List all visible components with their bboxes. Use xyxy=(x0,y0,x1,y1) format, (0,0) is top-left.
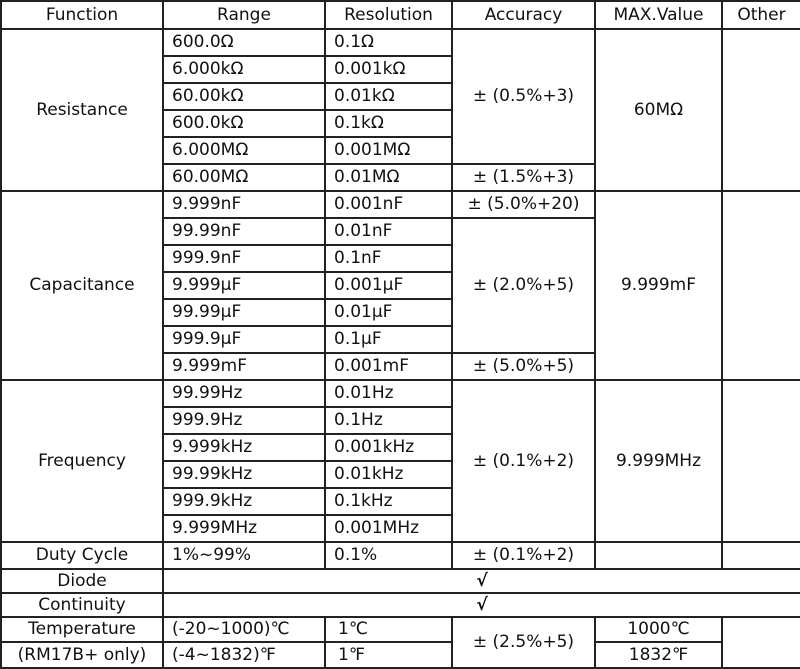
frequency-label: Frequency xyxy=(1,380,163,542)
range-cell: (-20~1000)℃ xyxy=(163,617,325,642)
table-row xyxy=(1,29,800,56)
header-function: Function xyxy=(1,1,163,29)
capacitance-accuracy-first: ± (5.0%+20) xyxy=(452,191,595,218)
resolution-cell: 0.1kΩ xyxy=(325,110,452,137)
capacitance-accuracy-last: ± (5.0%+5) xyxy=(452,353,595,380)
resolution-cell: 0.01Hz xyxy=(325,380,452,407)
header-resolution: Resolution xyxy=(325,1,452,29)
range-cell: 600.0kΩ xyxy=(163,110,325,137)
resolution-cell: 0.1Hz xyxy=(325,407,452,434)
table-row xyxy=(1,191,800,218)
header-row xyxy=(1,1,800,29)
range-cell: 9.999μF xyxy=(163,272,325,299)
resolution-cell: 1℉ xyxy=(325,642,452,668)
temperature-max-celsius: 1000℃ xyxy=(595,617,722,642)
resolution-cell: 0.01MΩ xyxy=(325,164,452,191)
range-cell: 600.0Ω xyxy=(163,29,325,56)
duty-cycle-label: Duty Cycle xyxy=(1,542,163,569)
diode-check: √ xyxy=(163,569,800,593)
resolution-cell: 0.01μF xyxy=(325,299,452,326)
frequency-accuracy: ± (0.1%+2) xyxy=(452,380,595,542)
table-row xyxy=(1,380,800,407)
capacitance-other xyxy=(722,191,800,380)
table-row xyxy=(1,542,800,569)
resolution-cell: 0.001μF xyxy=(325,272,452,299)
range-cell: 9.999nF xyxy=(163,191,325,218)
resolution-cell: 0.001mF xyxy=(325,353,452,380)
range-cell: 99.99kHz xyxy=(163,461,325,488)
temperature-other xyxy=(722,617,800,668)
table-row xyxy=(1,642,800,668)
range-cell: 6.000kΩ xyxy=(163,56,325,83)
range-cell: 99.99Hz xyxy=(163,380,325,407)
resolution-cell: 0.01kHz xyxy=(325,461,452,488)
range-cell: 60.00kΩ xyxy=(163,83,325,110)
resolution-cell: 0.1Ω xyxy=(325,29,452,56)
range-cell: 99.99nF xyxy=(163,218,325,245)
duty-cycle-accuracy: ± (0.1%+2) xyxy=(452,542,595,569)
header-other: Other xyxy=(722,1,800,29)
resolution-cell: 0.01kΩ xyxy=(325,83,452,110)
continuity-label: Continuity xyxy=(1,593,163,617)
range-cell: 99.99μF xyxy=(163,299,325,326)
header-max-value: MAX.Value xyxy=(595,1,722,29)
range-cell: 999.9kHz xyxy=(163,488,325,515)
temperature-sublabel: (RM17B+ only) xyxy=(1,642,163,668)
range-cell: 60.00MΩ xyxy=(163,164,325,191)
capacitance-accuracy: ± (2.0%+5) xyxy=(452,218,595,353)
temperature-label: Temperature xyxy=(1,617,163,642)
resolution-cell: 0.001nF xyxy=(325,191,452,218)
resolution-cell: 0.1% xyxy=(325,542,452,569)
table-row xyxy=(1,617,800,642)
frequency-max: 9.999MHz xyxy=(595,380,722,542)
range-cell: 9.999kHz xyxy=(163,434,325,461)
resistance-accuracy: ± (0.5%+3) xyxy=(452,29,595,164)
temperature-accuracy: ± (2.5%+5) xyxy=(452,617,595,668)
resistance-other xyxy=(722,29,800,191)
resolution-cell: 0.1nF xyxy=(325,245,452,272)
resolution-cell: 0.001MHz xyxy=(325,515,452,542)
resolution-cell: 0.001kΩ xyxy=(325,56,452,83)
duty-cycle-max xyxy=(595,542,722,569)
range-cell: 6.000MΩ xyxy=(163,137,325,164)
resistance-accuracy-last: ± (1.5%+3) xyxy=(452,164,595,191)
resolution-cell: 0.01nF xyxy=(325,218,452,245)
frequency-other xyxy=(722,380,800,542)
range-cell: 9.999mF xyxy=(163,353,325,380)
resistance-label: Resistance xyxy=(1,29,163,191)
diode-label: Diode xyxy=(1,569,163,593)
range-cell: 9.999MHz xyxy=(163,515,325,542)
resolution-cell: 1℃ xyxy=(325,617,452,642)
range-cell: 999.9nF xyxy=(163,245,325,272)
resolution-cell: 0.001MΩ xyxy=(325,137,452,164)
resolution-cell: 0.1μF xyxy=(325,326,452,353)
temperature-max-fahrenheit: 1832℉ xyxy=(595,642,722,668)
resistance-max: 60MΩ xyxy=(595,29,722,191)
continuity-check: √ xyxy=(163,593,800,617)
range-cell: 999.9μF xyxy=(163,326,325,353)
resolution-cell: 0.001kHz xyxy=(325,434,452,461)
resolution-cell: 0.1kHz xyxy=(325,488,452,515)
range-cell: 1%~99% xyxy=(163,542,325,569)
table-row xyxy=(1,569,800,593)
range-cell: 999.9Hz xyxy=(163,407,325,434)
capacitance-label: Capacitance xyxy=(1,191,163,380)
header-range: Range xyxy=(163,1,325,29)
table-row xyxy=(1,593,800,617)
duty-cycle-other xyxy=(722,542,800,569)
header-accuracy: Accuracy xyxy=(452,1,595,29)
capacitance-max: 9.999mF xyxy=(595,191,722,380)
range-cell: (-4~1832)℉ xyxy=(163,642,325,668)
